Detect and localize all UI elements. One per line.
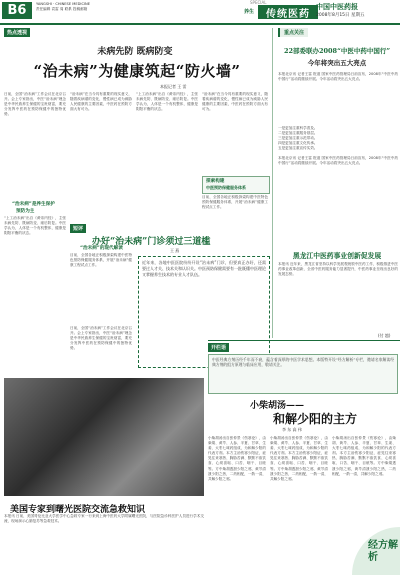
right-headline: 22部委联办2008“中医中药中国行” (283, 47, 391, 55)
story-byline: 本报记者 王 雷 (160, 84, 187, 89)
feature-intro: 中医经典方剂历经千年而不衰，蕴含着深厚的中医学术思想。本版特开设“经方解析”专栏，邀请名家解读经典方剂的组方原理与临床应用，敬请关注。 (212, 357, 394, 368)
feature-column-1: 小柴胡汤出自张仲景《伤寒论》，由柴胡、黄芩、人参、半夏、甘草、生姜、大枣七味药组成，为和解少阳的代表方剂。本方主治伤寒少阳证，症见往来寒热、胸胁苦满、默默不欲饮食、心烦喜呕、口苦、咽干、目眩等。方中柴胡透泄少阳之邪，黄芩清泄少阳之热，二药相配，一散一清，共解少阳之邪。 (208, 436, 266, 481)
feature-column-2: 小柴胡汤出自张仲景《伤寒论》，由柴胡、黄芩、人参、半夏、甘草、生姜、大枣七味药组成，为和解少阳的代表方剂。本方主治伤寒少阳证，症见往来寒热、胸胁苦满、默默不欲饮食、心烦喜呕、口苦、咽干、目眩等。方中柴胡透泄少阳之邪，黄芩清泄少阳之热，二药相配，一散一清，共解少阳之邪。 (270, 436, 328, 481)
box-title: 探索构建 (206, 179, 225, 184)
header-rule (0, 23, 400, 25)
feature-column-3: 小柴胡汤出自张仲景《伤寒论》，由柴胡、黄芩、人参、半夏、甘草、生姜、大枣七味药组成，为和解少阳的代表方剂。本方主治伤寒少阳证，症见往来寒热、胸胁苦满、默默不欲饮食、心烦喜呕、口苦、咽干、目眩等。方中柴胡透泄少阳之邪，黄芩清泄少阳之热，二药相配，一散一清，共解少阳之邪。 (332, 436, 396, 476)
feature-byline: 李 东 高 伟 (282, 427, 302, 432)
right-point: 五是更加注重宣传实效。 (278, 146, 318, 151)
newspaper-name: 中国中医药报 (316, 2, 358, 11)
corner-label: 经方解析 (368, 540, 398, 563)
right-body-1b: 本报北京讯 记者王雷 报道 国家中医药管理局日前宣布，2008年“中医中药中国行”活动将继续开展。今年活动将突出五大亮点。 (278, 156, 398, 166)
section-brand-small: 养生 (244, 9, 255, 15)
story-subhead-2: “治未病”的现代解读 (80, 246, 123, 251)
right-credit: (付 越) (378, 333, 391, 338)
feature-rule (208, 340, 400, 341)
right-point: 四是更加注重文化传承。 (278, 141, 318, 146)
story-subhead-1: “治未病”是养生保护 (12, 202, 55, 207)
right-body-1: 本报北京讯 记者王雷 报道 国家中医药管理局日前宣布，2008年“中医中药中国行”活动将继续开展。今年活动将突出五大亮点。 (278, 72, 398, 82)
section-tag-hotspot: 热点透视 (4, 28, 30, 37)
feature-intro-box (208, 354, 398, 394)
story-column-2: “治未病”在当今具有重要的现实意义，随着疾病谱的变化，慢性病已成为威胁人民健康的主要因素，中医药在预防方面大有可为。 (70, 92, 132, 112)
page-header (0, 0, 400, 22)
story-column-1: 日前，全国“治未病”工作会议在北京召开。会上专家指出，中医“治未病”理念是中华民族养生保健的宝贵财富，要充分发挥中医药在预防保健中的独特优势。 (4, 92, 66, 117)
section-tag-intro: 开栏语 (208, 343, 229, 352)
right-body-2: 本报讯 近年来，黑龙江省坚持以科学发展观统领中医药工作，积极推进中医药事业改革创新，全省中医药服务能力显著提升，中医药事业呈现出良好的发展态势。 (278, 262, 398, 277)
right-point: 一是更加注重科学普及。 (278, 126, 318, 130)
story-column-4: “治未病”在当今具有重要的现实意义，随着疾病谱的变化，慢性病已成为威胁人民健康的主要因素，中医药在预防方面大有可为。 (202, 92, 268, 112)
story-column-3: “上工治未病”出自《黄帝内经》，主张未病先防、既病防变、瘥后防复。中医学认为，人体是一个有机整体，健康是阴阳平衡的状态。 (136, 92, 198, 112)
photo-story-body: 本报讯 日前，美国哥伦比亚大学医学中心急救专家一行来到上海中医药大学附属曙光医院，与医院急诊科医护人员进行学术交流，现场演示心肺复苏等急救技术。 (4, 514, 204, 524)
story-column-4b: 目前，全国各地正积极探索构建中医特色预防保健服务体系，开展“治未病”健康工程试点工作。 (202, 195, 268, 210)
box-subtitle: 中医预防保健服务体系 (206, 185, 246, 190)
commentary-headline: 办好“治未病”门诊须过三道槛 (92, 237, 211, 247)
header-info-line-1: YANGSHI · CHINESE MEDICINE (36, 2, 90, 6)
right-point: 二是更加注重服务基层。 (278, 131, 318, 136)
page-number: B6 (2, 2, 32, 19)
story-column-1b: “上工治未病”出自《黄帝内经》，主张未病先防、既病防变、瘥后防复。中医学认为，人体是一个有机整体，健康是阴阳平衡的状态。 (4, 216, 66, 236)
section-brand: 传统医药 (258, 5, 318, 19)
section-brand-english: SPECIAL (250, 0, 267, 5)
story-headline: “治未病”为健康筑起“防火墙” (33, 62, 241, 80)
right-headline-2: 黑龙江中医药事业创新促发展 (292, 252, 382, 260)
feature-headline: 和解少阳的主方 (272, 412, 357, 426)
commentary-byline: 王 燕 (170, 248, 180, 253)
header-info-line-2: 责任编辑 袁雷 周 联系 投稿邮箱 (36, 7, 88, 11)
section-tag-commentary: 短评 (70, 224, 86, 233)
commentary-box (138, 256, 270, 368)
commentary-body: 近年来，各地中医医院纷纷开设“治未病”门诊，但要真正办好，还需要过人才关、技术关和认识关。中医预防保健需要有一批既懂中医理论又掌握养生技术的专业人才队伍。 (142, 260, 266, 277)
story-kicker: 未病先防 既病防变 (97, 47, 173, 57)
feature-kicker: 小柴胡汤—— (250, 401, 305, 411)
story-subhead-1b: 预防为主 (16, 209, 35, 214)
right-points (278, 126, 398, 151)
right-point: 三是更加注重示范带动。 (278, 136, 318, 141)
header-info (36, 2, 196, 12)
issue-date: 2008年8月15日 星期五 (316, 13, 365, 18)
sidebar-box (202, 176, 270, 194)
right-subhead: 今年将突出五大亮点 (307, 59, 367, 67)
photo-story-headline: 美国专家到曙光医院交流急救知识 (10, 505, 146, 515)
story-column-2c: 日前，全国“治未病”工作会议在北京召开。会上专家指出，中医“治未病”理念是中华民族养生保健的宝贵财富，要充分发挥中医药在预防保健中的独特优势。 (70, 326, 132, 351)
section-tag-focus: 重点关注 (278, 28, 308, 37)
news-photo (4, 378, 204, 496)
column-divider (272, 28, 273, 338)
story-column-2b: 目前，全国各地正积极探索构建中医特色预防保健服务体系，开展“治未病”健康工程试点工作。 (70, 253, 132, 268)
